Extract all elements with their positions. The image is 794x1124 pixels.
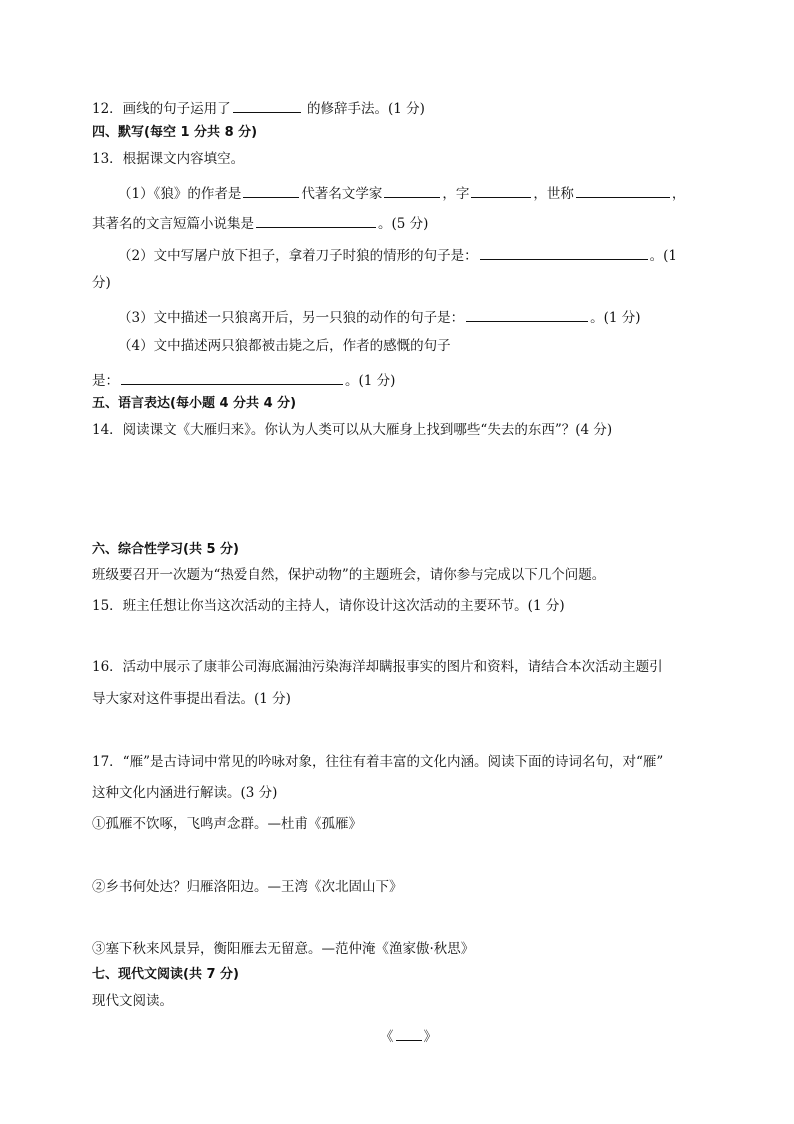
q13-1-text: （1）《狼》的作者是 — [118, 186, 242, 202]
question-13-item-1 — [118, 184, 685, 202]
question-13-intro: 13．根据课文内容填空。 — [92, 151, 245, 167]
question-13-item-4: （4）文中描述两只狼都被击毙之后，作者的感慨的句子 — [118, 338, 451, 354]
answer-blank[interactable] — [480, 246, 648, 260]
q12-text-end: 的修辞手法。(1 分) — [306, 101, 425, 117]
title-close-bracket: 》 — [423, 1029, 437, 1045]
question-13-item-1-cont — [92, 214, 428, 232]
answer-blank[interactable] — [243, 184, 299, 198]
question-17-line-2: 这种文化内涵进行解读。(3 分) — [92, 785, 278, 801]
poem-line-1: ①孤雁不饮啄，飞鸣声念群。—杜甫《孤雁》 — [92, 816, 362, 832]
question-13-item-4-cont — [92, 371, 395, 389]
question-13-item-2-cont: 分) — [92, 275, 111, 291]
question-13-item-2 — [118, 246, 677, 264]
answer-blank[interactable] — [121, 371, 343, 385]
title-open-bracket: 《 — [380, 1029, 394, 1045]
question-15: 15．班主任想让你当这次活动的主持人，请你设计这次活动的主要环节。(1 分) — [92, 598, 565, 614]
question-16-line-2: 导大家对这件事提出看法。(1 分) — [92, 691, 291, 707]
poem-line-2: ②乡书何处达？归雁洛阳边。—王湾《次北固山下》 — [92, 879, 403, 895]
q13-4-text: 是： — [92, 373, 119, 389]
section-6-heading: 六、综合性学习(共 5 分) — [92, 542, 239, 557]
question-12 — [92, 99, 425, 117]
section-7-intro: 现代文阅读。 — [92, 993, 173, 1009]
answer-blank[interactable] — [471, 184, 531, 198]
answer-blank[interactable] — [576, 184, 670, 198]
q12-text: 12．画线的句子运用了 — [92, 101, 231, 117]
section-7-heading: 七、现代文阅读(共 7 分) — [92, 967, 239, 982]
section-4-heading: 四、默写(每空 1 分共 8 分) — [92, 125, 258, 140]
question-13-item-3 — [118, 308, 641, 326]
q13-1-text: 。(5 分) — [378, 216, 429, 232]
q13-1-text: ，字 — [442, 186, 470, 202]
answer-blank[interactable] — [233, 99, 301, 113]
section-6-intro: 班级要召开一次题为“热爱自然，保护动物”的主题班会，请你参与完成以下几个问题。 — [92, 567, 606, 583]
question-16-line-1: 16．活动中展示了康菲公司海底漏油污染海洋却瞒报事实的图片和资料，请结合本次活动主题引 — [92, 659, 663, 675]
question-14: 14．阅读课文《大雁归来》。你认为人类可以从大雁身上找到哪些“失去的东西”？(4 分) — [92, 422, 613, 438]
q13-3-text: 。(1 分) — [590, 310, 641, 326]
answer-blank[interactable] — [256, 214, 376, 228]
q13-1-text: 其著名的文言短篇小说集是 — [92, 216, 254, 232]
q13-4-text: 。(1 分) — [345, 373, 396, 389]
q13-2-text: 。(1 — [649, 248, 677, 264]
q13-1-text: ，世称 — [533, 186, 574, 202]
question-17-line-1: 17．“雁”是古诗词中常见的吟咏对象，往往有着丰富的文化内涵。阅读下面的诗词名句，对“雁” — [92, 754, 664, 770]
poem-line-3: ③塞下秋来风景异，衡阳雁去无留意。—范仲淹《渔家傲·秋思》 — [92, 941, 475, 957]
title-blank[interactable] — [396, 1027, 422, 1041]
section-5-heading: 五、语言表达(每小题 4 分共 4 分) — [92, 396, 297, 411]
q13-2-text: （2）文中写屠户放下担子，拿着刀子时狼的情形的句子是： — [118, 248, 478, 264]
q13-1-text: ， — [671, 186, 686, 202]
passage-title-placeholder — [380, 1027, 437, 1045]
answer-blank[interactable] — [466, 308, 588, 322]
q13-1-text: 代著名文学家 — [301, 186, 383, 202]
q13-3-text: （3）文中描述一只狼离开后，另一只狼的动作的句子是： — [118, 310, 465, 326]
answer-blank[interactable] — [384, 184, 440, 198]
